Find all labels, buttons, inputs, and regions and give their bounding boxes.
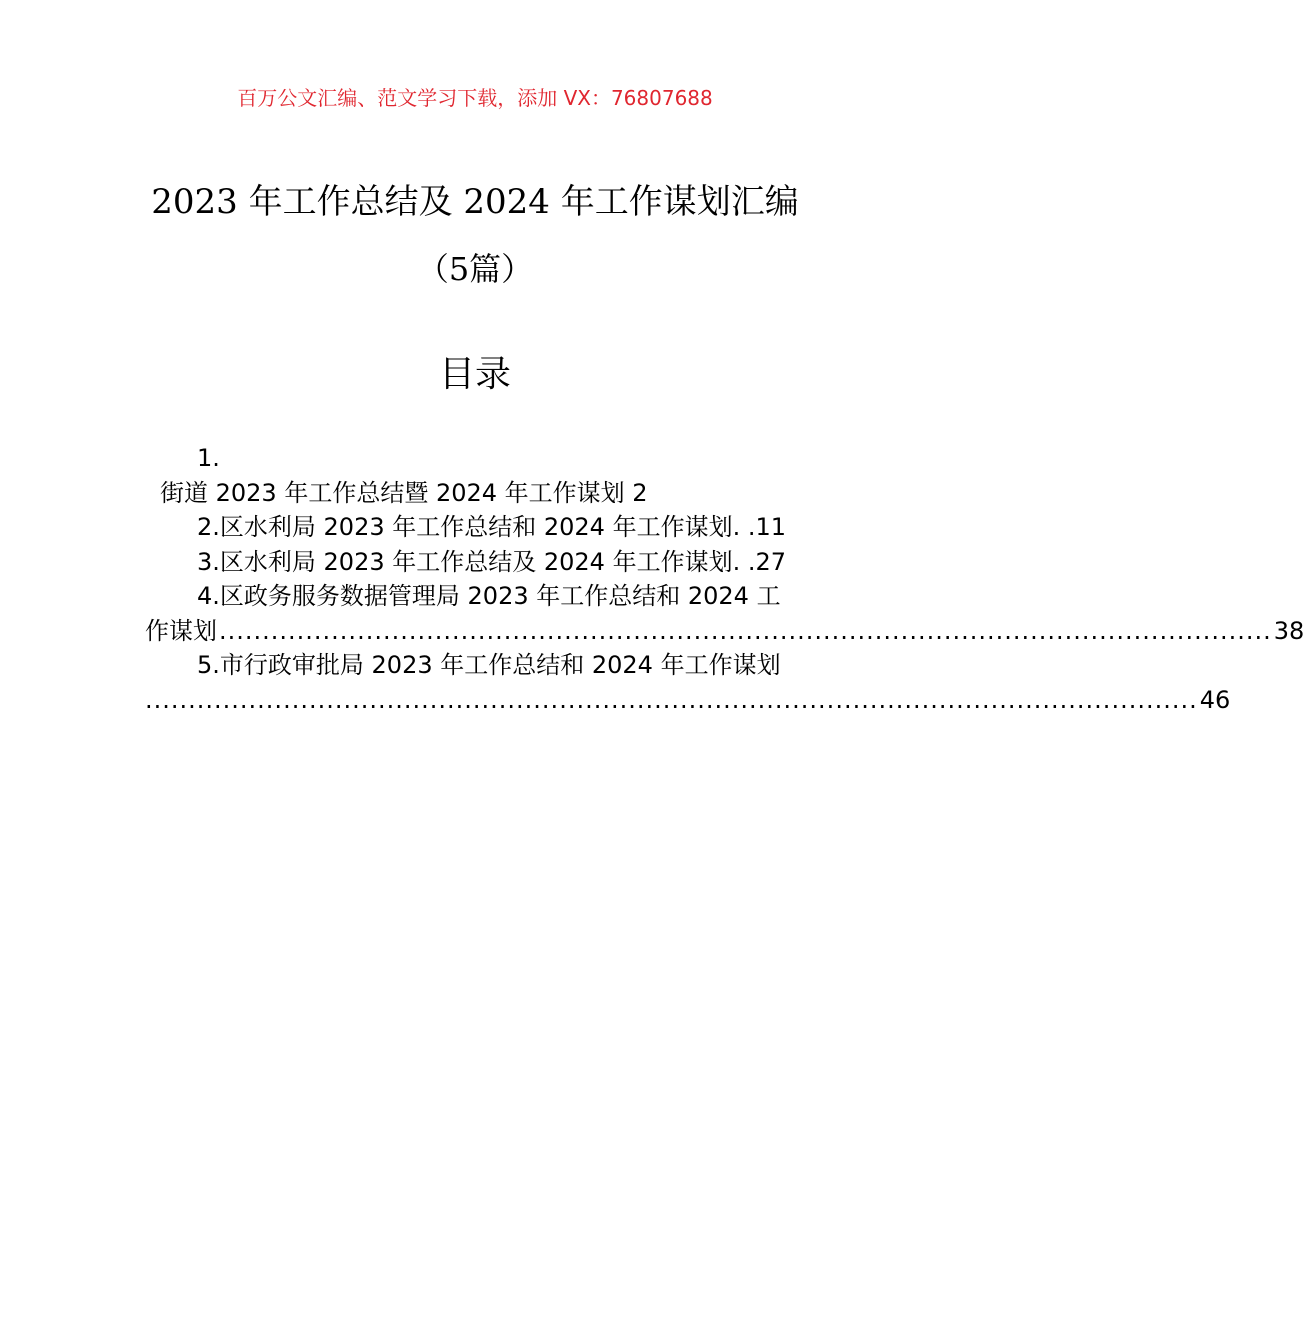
toc-item-5-line2[interactable]	[145, 683, 1231, 718]
table-of-contents	[145, 441, 1304, 717]
toc-item-4-text: 作谋划	[145, 616, 217, 645]
toc-item-4-page: 38	[1273, 616, 1304, 645]
toc-item-3[interactable]: 3.区水利局 2023 年工作总结及 2024 年工作谋划. .27	[197, 547, 786, 576]
toc-leader-dots: ..........................................................................................................................	[219, 616, 1272, 645]
toc-item-1[interactable]: 街道 2023 年工作总结暨 2024 年工作谋划 2	[160, 478, 648, 507]
toc-leader-dots: ..........................................................................................................................	[145, 685, 1198, 714]
header-note: 百万公文汇编、范文学习下载，添加 VX：76807688	[237, 86, 713, 110]
toc-item-5-line1[interactable]: 5.市行政审批局 2023 年工作总结和 2024 年工作谋划	[197, 651, 781, 679]
toc-item-2[interactable]: 2.区水利局 2023 年工作总结和 2024 年工作谋划. .11	[197, 513, 786, 541]
toc-heading: 目录	[438, 354, 511, 395]
toc-item-5-page: 46	[1199, 685, 1231, 714]
document-subtitle: （5篇）	[416, 250, 534, 288]
toc-item-4-line2[interactable]	[145, 614, 1304, 649]
toc-item-1-number[interactable]: 1.	[197, 444, 220, 472]
document-title: 2023 年工作总结及 2024 年工作谋划汇编	[151, 182, 799, 222]
toc-item-4-line1[interactable]: 4.区政务服务数据管理局 2023 年工作总结和 2024 工	[197, 582, 781, 610]
